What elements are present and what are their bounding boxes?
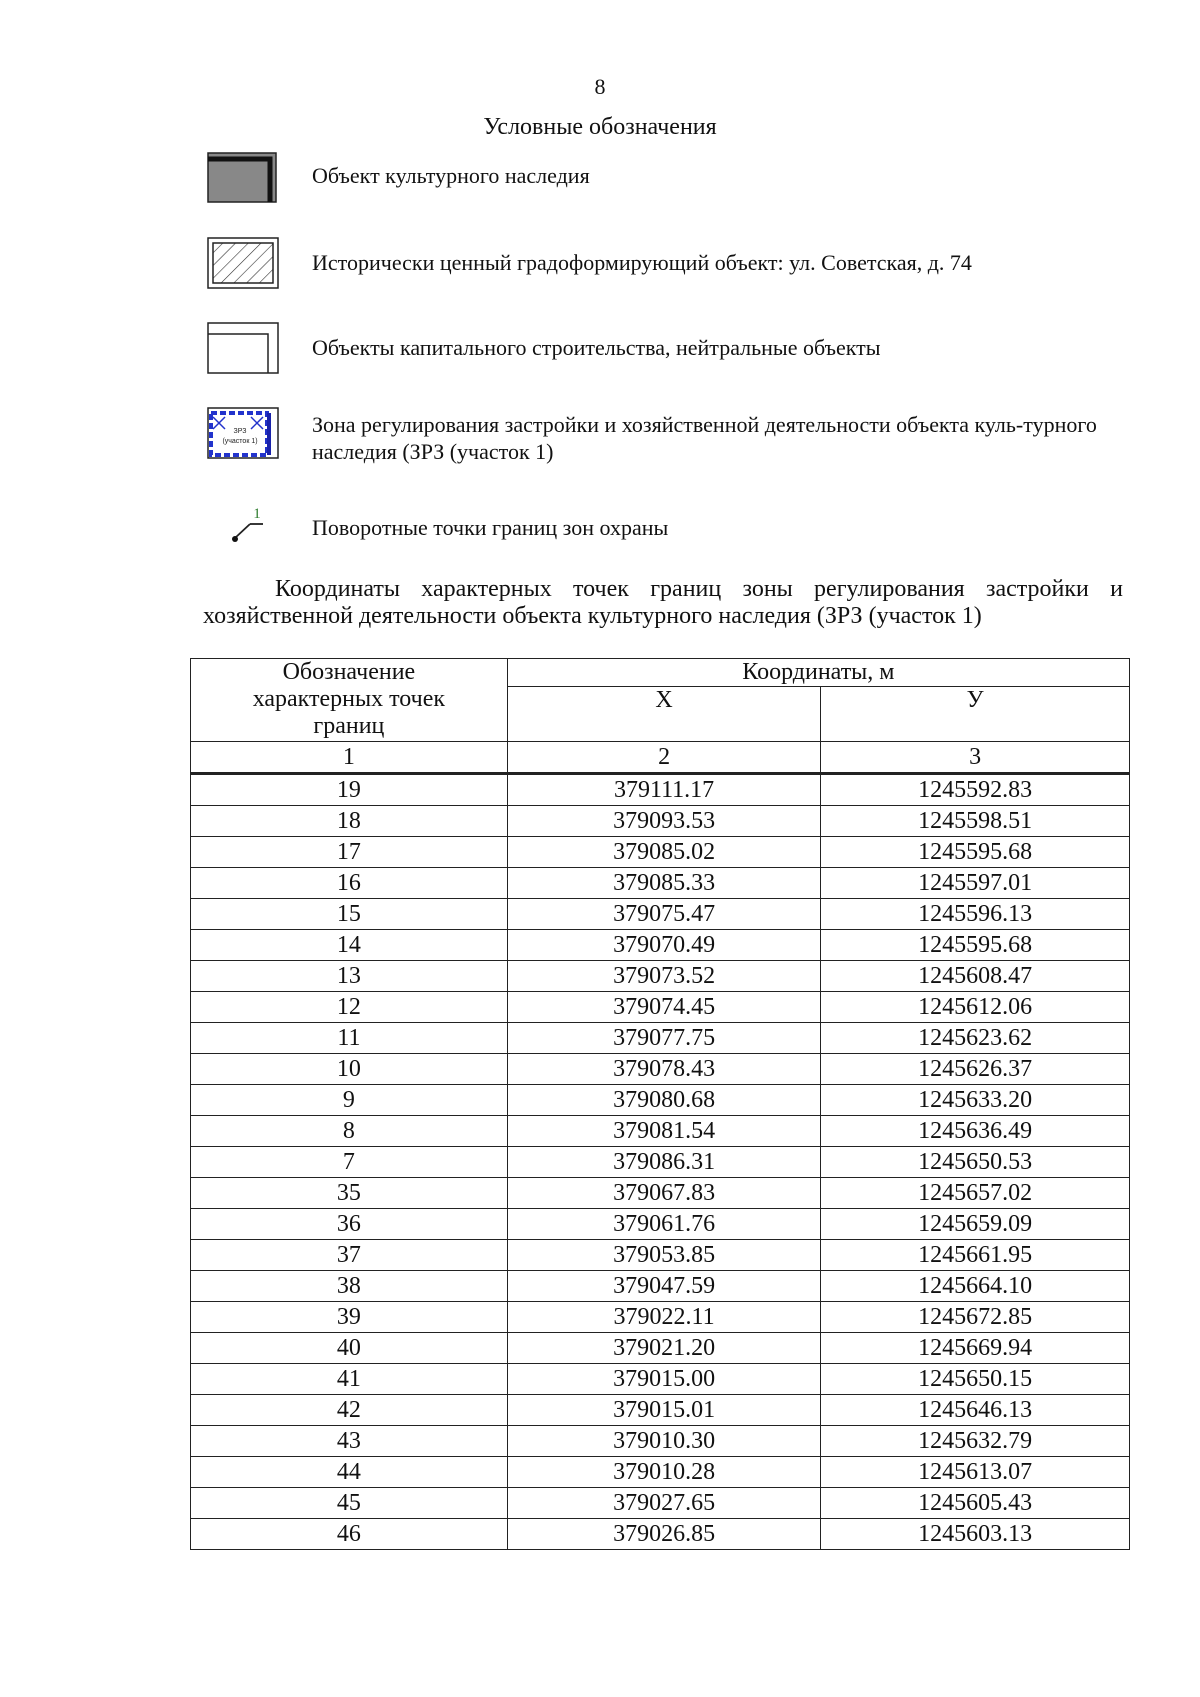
x-coordinate-cell: 379086.31 [507,1147,821,1178]
table-body [191,774,1130,1550]
x-coordinate-cell: 379081.54 [507,1116,821,1147]
y-coordinate-cell: 1245613.07 [821,1457,1130,1488]
coordinates-table [190,658,1130,1550]
x-coordinate-cell: 379073.52 [507,961,821,992]
y-coordinate-cell: 1245669.94 [821,1333,1130,1364]
point-number-cell: 41 [191,1364,508,1395]
y-coordinate-cell: 1245632.79 [821,1426,1130,1457]
x-coordinate-cell: 379010.30 [507,1426,821,1457]
legend-text: Исторически ценный градоформирующий объект: ул. Советская, д. 74 [312,250,972,275]
y-coordinate-cell: 1245592.83 [821,774,1130,806]
turning-point-number: 1 [253,506,261,522]
x-coordinate-cell: 379010.28 [507,1457,821,1488]
y-coordinate-cell: 1245633.20 [821,1085,1130,1116]
table-row [191,1147,1130,1178]
table-row [191,806,1130,837]
x-coordinate-cell: 379080.68 [507,1085,821,1116]
y-coordinate-cell: 1245597.01 [821,868,1130,899]
point-number-cell: 35 [191,1178,508,1209]
column-number: 3 [821,742,1130,774]
table-row [191,930,1130,961]
point-number-cell: 9 [191,1085,508,1116]
table-row [191,992,1130,1023]
historic-object-hatched-symbol-icon [205,235,285,291]
point-number-cell: 45 [191,1488,508,1519]
table-row [191,1116,1130,1147]
y-coordinate-cell: 1245612.06 [821,992,1130,1023]
page-number: 8 [594,74,606,99]
column-number: 2 [507,742,821,774]
x-coordinate-cell: 379070.49 [507,930,821,961]
point-number-cell: 12 [191,992,508,1023]
header-point-designation: Обозначение характерных точек границ [191,659,508,742]
point-number-cell: 10 [191,1054,508,1085]
table-row [191,1457,1130,1488]
y-coordinate-cell: 1245650.53 [821,1147,1130,1178]
turning-point-symbol-icon [205,502,285,546]
point-number-cell: 46 [191,1519,508,1550]
point-number-cell: 18 [191,806,508,837]
point-number-cell: 39 [191,1302,508,1333]
y-coordinate-cell: 1245595.68 [821,837,1130,868]
x-coordinate-cell: 379022.11 [507,1302,821,1333]
capital-construction-symbol-icon [205,320,285,376]
x-coordinate-cell: 379015.00 [507,1364,821,1395]
y-coordinate-cell: 1245623.62 [821,1023,1130,1054]
table-row [191,1364,1130,1395]
table-row [191,1054,1130,1085]
x-coordinate-cell: 379015.01 [507,1395,821,1426]
point-number-cell: 14 [191,930,508,961]
y-coordinate-cell: 1245608.47 [821,961,1130,992]
table-row [191,1178,1130,1209]
y-coordinate-cell: 1245596.13 [821,899,1130,930]
x-coordinate-cell: 379085.33 [507,868,821,899]
x-coordinate-cell: 379061.76 [507,1209,821,1240]
point-number-cell: 19 [191,774,508,806]
table-row [191,837,1130,868]
point-number-cell: 13 [191,961,508,992]
column-number: 1 [191,742,508,774]
header-x: Х [507,687,821,742]
point-number-cell: 15 [191,899,508,930]
cultural-heritage-symbol-icon [205,150,285,206]
table-row [191,1333,1130,1364]
y-coordinate-cell: 1245664.10 [821,1271,1130,1302]
point-number-cell: 44 [191,1457,508,1488]
legend-item-historic-object [205,235,1105,291]
zrz-symbol-label: ЗРЗ [233,428,247,435]
y-coordinate-cell: 1245598.51 [821,806,1130,837]
header-coordinates: Координаты, м [507,659,1129,687]
x-coordinate-cell: 379074.45 [507,992,821,1023]
legend-item-cultural-heritage [205,150,1105,206]
y-coordinate-cell: 1245646.13 [821,1395,1130,1426]
x-coordinate-cell: 379026.85 [507,1519,821,1550]
y-coordinate-cell: 1245661.95 [821,1240,1130,1271]
y-coordinate-cell: 1245650.15 [821,1364,1130,1395]
legend-title: Условные обозначения [483,114,717,140]
legend-text: Зона регулирования застройки и хозяйственной деятельности объекта куль-турного наследия (ЗРЗ (участок 1) [312,412,1097,464]
point-number-cell: 11 [191,1023,508,1054]
table-row [191,1426,1130,1457]
y-coordinate-cell: 1245636.49 [821,1116,1130,1147]
y-coordinate-cell: 1245603.13 [821,1519,1130,1550]
y-coordinate-cell: 1245626.37 [821,1054,1130,1085]
x-coordinate-cell: 379027.65 [507,1488,821,1519]
x-coordinate-cell: 379077.75 [507,1023,821,1054]
x-coordinate-cell: 379078.43 [507,1054,821,1085]
point-number-cell: 42 [191,1395,508,1426]
table-row [191,899,1130,930]
legend-item-capital-construction [205,320,1105,376]
legend-text: Поворотные точки границ зон охраны [312,515,669,540]
table-row [191,1395,1130,1426]
table-row [191,1519,1130,1550]
legend-item-zrz-zone [205,405,1105,469]
table-row [191,1023,1130,1054]
table-row [191,774,1130,806]
y-coordinate-cell: 1245659.09 [821,1209,1130,1240]
y-coordinate-cell: 1245657.02 [821,1178,1130,1209]
legend-text: Объект культурного наследия [312,163,590,188]
x-coordinate-cell: 379093.53 [507,806,821,837]
header-y: У [821,687,1130,742]
table-row [191,868,1130,899]
table-row [191,1209,1130,1240]
y-coordinate-cell: 1245672.85 [821,1302,1130,1333]
table-row [191,1085,1130,1116]
point-number-cell: 40 [191,1333,508,1364]
table-row [191,1240,1130,1271]
x-coordinate-cell: 379053.85 [507,1240,821,1271]
y-coordinate-cell: 1245605.43 [821,1488,1130,1519]
table-row [191,1302,1130,1333]
point-number-cell: 7 [191,1147,508,1178]
point-number-cell: 43 [191,1426,508,1457]
x-coordinate-cell: 379085.02 [507,837,821,868]
x-coordinate-cell: 379067.83 [507,1178,821,1209]
legend-text: Объекты капитального строительства, нейтральные объекты [312,335,881,360]
point-number-cell: 38 [191,1271,508,1302]
point-number-cell: 17 [191,837,508,868]
table-row [191,1271,1130,1302]
zrz-symbol-sublabel: (участок 1) [222,438,258,445]
point-number-cell: 36 [191,1209,508,1240]
point-number-cell: 16 [191,868,508,899]
y-coordinate-cell: 1245595.68 [821,930,1130,961]
table-caption: Координаты характерных точек границ зоны регулирования застройки и хозяйственной деятельности объекта культурного наследия (ЗРЗ (участок 1) [203,576,1123,629]
legend-item-turning-points [205,502,1105,546]
x-coordinate-cell: 379021.20 [507,1333,821,1364]
x-coordinate-cell: 379111.17 [507,774,821,806]
x-coordinate-cell: 379047.59 [507,1271,821,1302]
zrz-zone-symbol-icon [205,405,285,465]
point-number-cell: 37 [191,1240,508,1271]
point-number-cell: 8 [191,1116,508,1147]
table-row [191,1488,1130,1519]
x-coordinate-cell: 379075.47 [507,899,821,930]
table-row [191,961,1130,992]
